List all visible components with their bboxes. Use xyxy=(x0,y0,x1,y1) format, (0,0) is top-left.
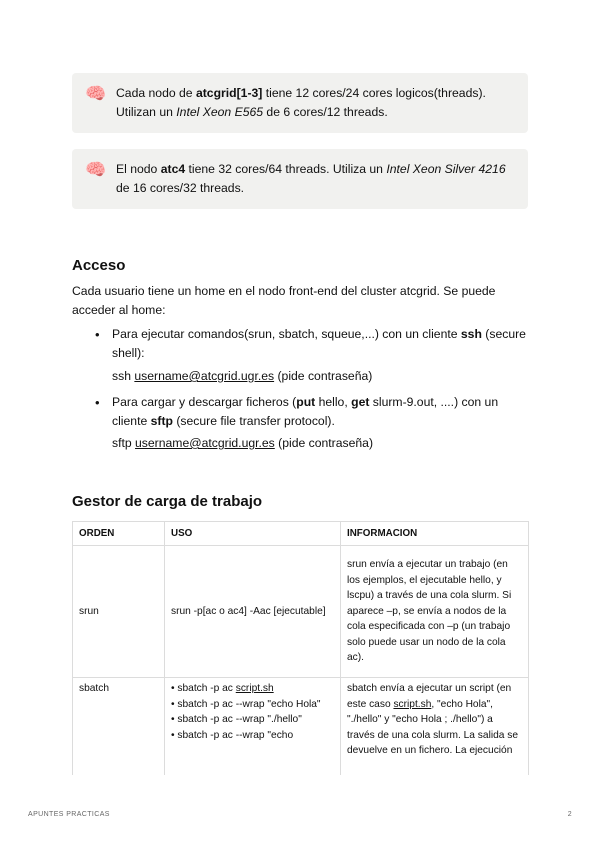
list-item-sftp: • Para cargar y descargar ficheros (put hello, get slurm-9.out, ....) con un cliente sftp (secure file transfer protocol). xyxy=(112,393,532,431)
cell-uso: srun -p[ac o ac4] -Aac [ejecutable] xyxy=(165,546,341,678)
callout-atc4-node xyxy=(72,149,528,209)
footer-title: APUNTES PRACTICAS xyxy=(28,811,110,818)
callout-atcgrid-nodes xyxy=(72,73,528,133)
uso-line: • sbatch -p ac --wrap "echo xyxy=(171,729,294,741)
list-item-ssh: • Para ejecutar comandos(srun, sbatch, squeue,...) con un cliente ssh (secure shell): xyxy=(112,325,532,363)
callout-text: El nodo atc4 tiene 32 cores/64 threads. Utiliza un Intel Xeon Silver 4216 de 16 cores/32 threads. xyxy=(116,162,506,195)
uso-line: • sbatch -p ac --wrap "echo Hola" xyxy=(171,698,321,710)
sftp-host-link[interactable]: username@atcgrid.ugr.es xyxy=(135,436,275,450)
brain-icon: 🧠 xyxy=(85,84,107,103)
table-header-row xyxy=(73,522,529,546)
script-link[interactable]: script.sh xyxy=(235,683,274,694)
ssh-host-link[interactable]: username@atcgrid.ugr.es xyxy=(134,369,275,383)
cell-informacion: sbatch envía a ejecutar un script (en este caso script.sh, "echo Hola", "./hello" y "echo Hola ; ./hello") a través de una cola slurm. La salida se devuelve en un fichero. La ejecución xyxy=(341,678,529,795)
uso-line: • sbatch -p ac --wrap "./hello" xyxy=(171,714,302,726)
cell-orden: sbatch xyxy=(73,678,165,795)
header-informacion: INFORMACION xyxy=(341,522,529,546)
sftp-command: sftp username@atcgrid.ugr.es (pide contraseña) xyxy=(112,436,373,450)
brain-icon: 🧠 xyxy=(85,160,107,179)
ssh-command: ssh username@atcgrid.ugr.es (pide contraseña) xyxy=(112,369,373,383)
section-heading-acceso: Acceso xyxy=(72,257,126,274)
cell-informacion: srun envía a ejecutar un trabajo (en los ejemplos, el ejecutable hello, y lscpu) a través de una cola slurm. Si aparece –p, se envía a nodos de la cola especificada con –p (un trabajo solo puede usar un nodo de la cola ac). xyxy=(341,546,529,678)
workload-table xyxy=(72,521,529,795)
callout-text: Cada nodo de atcgrid[1-3] tiene 12 cores/24 cores logicos(threads). Utilizan un Intel Xeon E565 de 6 cores/12 threads. xyxy=(116,86,486,119)
page-number: 2 xyxy=(567,811,572,818)
header-orden: ORDEN xyxy=(73,522,165,546)
table-row-srun xyxy=(73,546,529,678)
acceso-intro: Cada usuario tiene un home en el nodo front-end del cluster atcgrid. Se puede acceder al home: xyxy=(72,284,496,317)
header-uso: USO xyxy=(165,522,341,546)
uso-line: • sbatch -p ac script.sh xyxy=(171,683,274,694)
section-heading-gestor: Gestor de carga de trabajo xyxy=(72,493,263,510)
script-link[interactable]: script.sh xyxy=(393,698,432,710)
cell-orden: srun xyxy=(73,546,165,678)
